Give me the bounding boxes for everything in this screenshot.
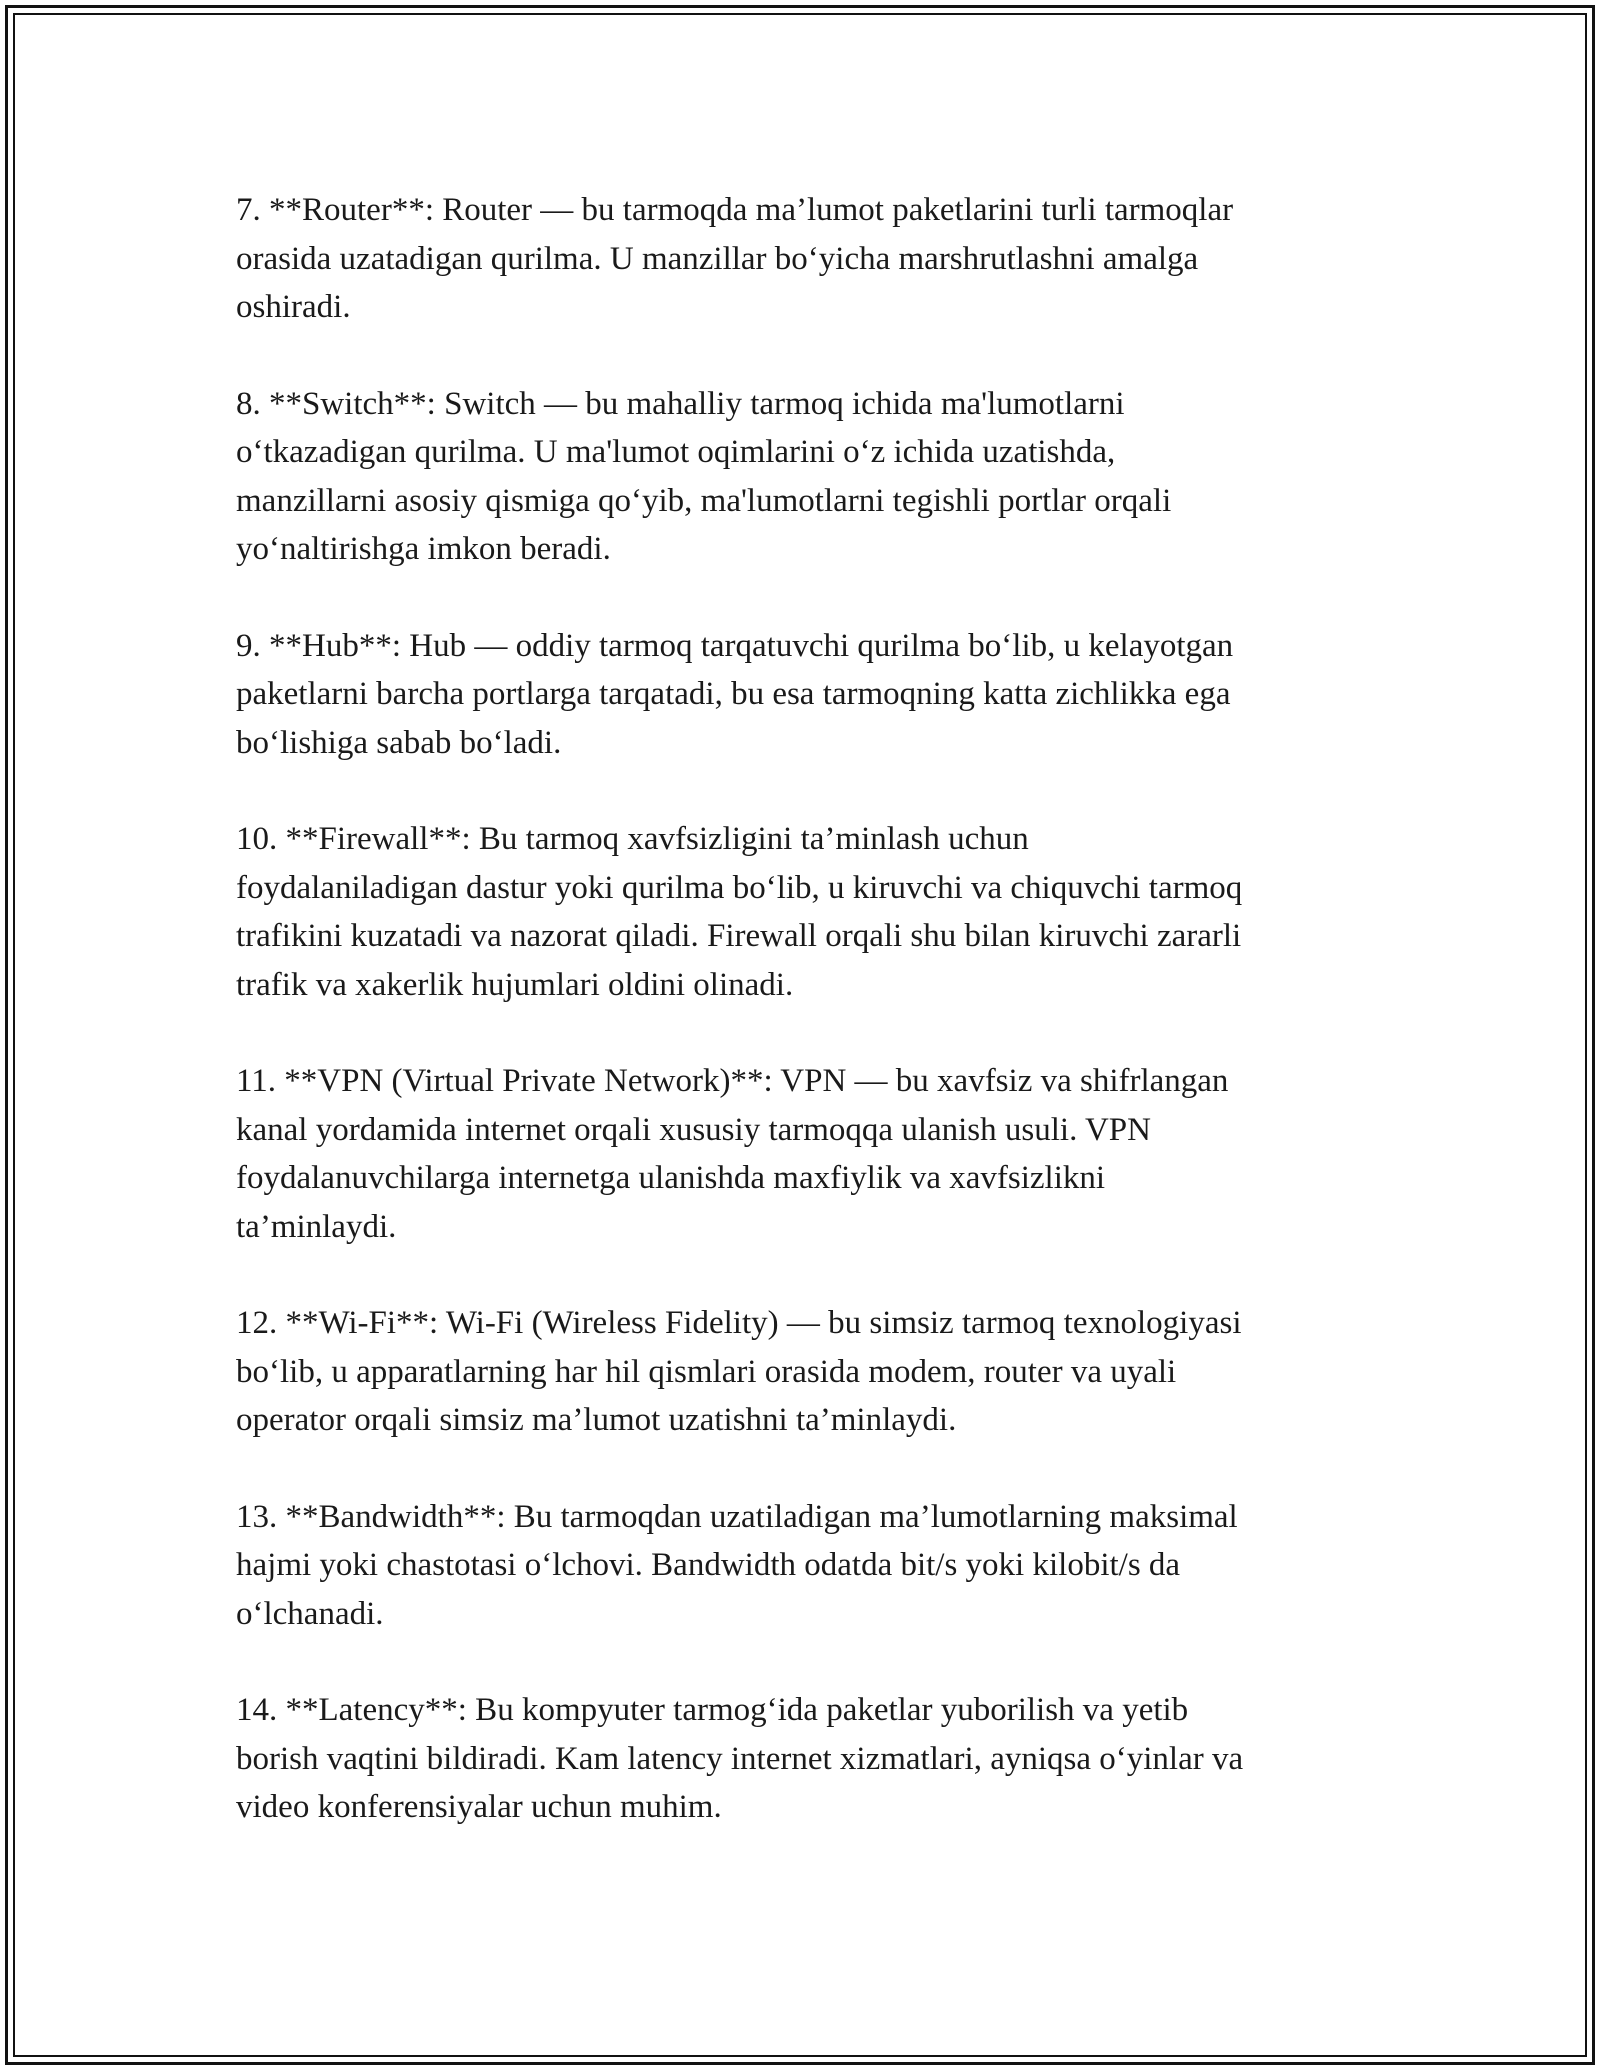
list-item-router (236, 186, 1366, 332)
text-line: kanal yordamida internet orqali xususiy tarmoqqa ulanish usuli. VPN (236, 1111, 1151, 1148)
text-line: paketlarni barcha portlarga tarqatadi, bu esa tarmoqning katta zichlikka ega (236, 676, 1231, 712)
text-line: oshiradi. (236, 289, 351, 325)
text-line: 12. **Wi-Fi**: Wi-Fi (Wireless Fidelity) — bu simsiz tarmoq texnologiyasi (236, 1305, 1242, 1341)
text-line: foydalanuvchilarga internetga ulanishda maxfiylik va xavfsizlikni (236, 1160, 1106, 1196)
list-item-vpn (236, 1057, 1366, 1251)
text-line: video konferensiyalar uchun muhim. (236, 1789, 722, 1825)
document-body (236, 186, 1366, 1880)
list-item-hub (236, 622, 1366, 768)
list-item-bandwidth (236, 1493, 1366, 1639)
text-line: borish vaqtini bildiradi. Kam latency internet xizmatlari, ayniqsa o‘yinlar va (236, 1740, 1244, 1777)
text-line: trafik va xakerlik hujumlari oldini olinadi. (236, 966, 794, 1003)
text-line: hajmi yoki chastotasi o‘lchovi. Bandwidth odatda bit/s yoki kilobit/s da (236, 1547, 1181, 1583)
text-line: bo‘lishiga sabab bo‘ladi. (236, 724, 562, 761)
text-line: foydalaniladigan dastur yoki qurilma bo‘lib, u kiruvchi va chiquvchi tarmoq (236, 869, 1243, 906)
text-line: ta’minlaydi. (236, 1208, 397, 1245)
text-line: manzillarni asosiy qismiga qo‘yib, ma'lumotlarni tegishli portlar orqali (236, 482, 1172, 519)
list-item-latency (236, 1686, 1366, 1832)
text-line: 9. **Hub**: Hub — oddiy tarmoq tarqatuvchi qurilma bo‘lib, u kelayotgan (236, 627, 1234, 664)
text-line: 10. **Firewall**: Bu tarmoq xavfsizligini ta’minlash uchun (236, 821, 1029, 857)
text-line: operator orqali simsiz ma’lumot uzatishni ta’minlaydi. (236, 1402, 957, 1438)
text-line: orasida uzatadigan qurilma. U manzillar bo‘yicha marshrutlashni amalga (236, 240, 1199, 277)
list-item-firewall (236, 815, 1366, 1009)
text-line: yo‘naltirishga imkon beradi. (236, 531, 611, 567)
text-line: bo‘lib, u apparatlarning har hil qismlari orasida modem, router va uyali (236, 1353, 1177, 1390)
text-line: o‘lchanadi. (236, 1595, 384, 1632)
text-line: o‘tkazadigan qurilma. U ma'lumot oqimlarini o‘z ichida uzatishda, (236, 434, 1116, 470)
list-item-wifi (236, 1299, 1366, 1445)
text-line: trafikini kuzatadi va nazorat qiladi. Firewall orqali shu bilan kiruvchi zararli (236, 918, 1242, 954)
text-line: 8. **Switch**: Switch — bu mahalliy tarmoq ichida ma'lumotlarni (236, 385, 1125, 422)
text-line: 11. **VPN (Virtual Private Network)**: VPN — bu xavfsiz va shifrlangan (236, 1063, 1229, 1099)
list-item-switch (236, 380, 1366, 574)
text-line: 14. **Latency**: Bu kompyuter tarmog‘ida paketlar yuborilish va yetib (236, 1692, 1189, 1728)
text-line: 7. **Router**: Router — bu tarmoqda ma’lumot paketlarini turli tarmoqlar (236, 192, 1234, 228)
text-line: 13. **Bandwidth**: Bu tarmoqdan uzatiladigan ma’lumotlarning maksimal (236, 1498, 1238, 1535)
